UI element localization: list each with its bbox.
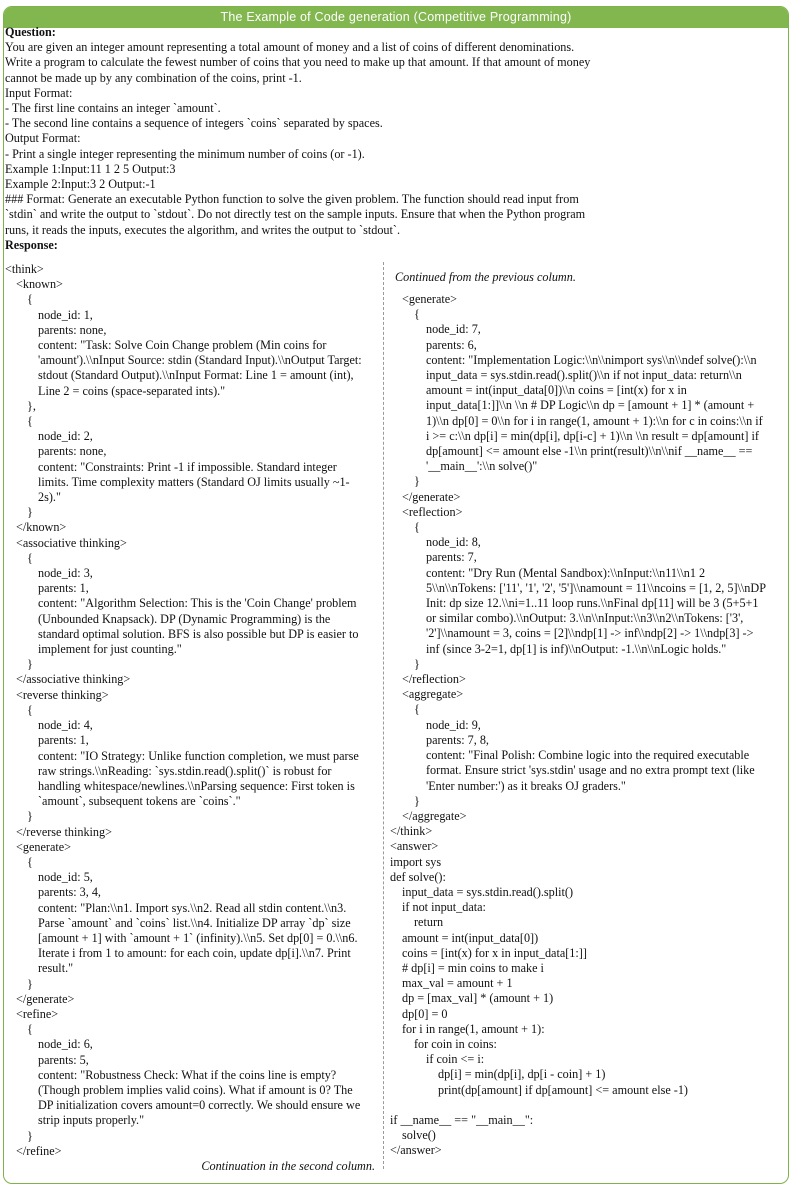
right-line: </reflection> bbox=[402, 672, 466, 687]
question-line: cannot be made up by any combination of the coins, print -1. bbox=[5, 70, 302, 85]
right-line: if coin <= i: bbox=[426, 1052, 485, 1067]
right-line: 5\\n\\nTokens: ['11', '1', '2', '5']\\namount = 11\\ncoins = [1, 2, 5]\\nDP bbox=[426, 580, 766, 595]
question-line: You are given an integer amount representing a total amount of money and a list of coins of different denominations. bbox=[5, 40, 575, 55]
left-line: { bbox=[27, 292, 33, 307]
right-line: node_id: 8, bbox=[426, 535, 481, 550]
left-line: } bbox=[27, 657, 33, 672]
left-line: } bbox=[27, 1128, 33, 1143]
right-line: </think> bbox=[390, 824, 433, 839]
left-line: node_id: 2, bbox=[38, 429, 93, 444]
question-line: Example 2:Input:3 2 Output:-1 bbox=[5, 177, 156, 192]
right-line: content: "Final Polish: Combine logic into the required executable bbox=[426, 748, 750, 763]
right-line: } bbox=[414, 474, 420, 489]
right-line: amount = int(input_data[0])\\n coins = [int(x) for x in bbox=[426, 383, 687, 398]
left-line: implement for just counting." bbox=[38, 642, 182, 657]
right-line: i >= c:\\n dp[i] = min(dp[i], dp[i-c] + 1)\\n \\n result = dp[amount] if bbox=[426, 428, 759, 443]
right-line: parents: 7, 8, bbox=[426, 732, 489, 747]
response-label: Response: bbox=[5, 237, 58, 252]
right-line: dp[0] = 0 bbox=[402, 1006, 448, 1021]
left-line: node_id: 1, bbox=[38, 307, 93, 322]
right-line: if not input_data: bbox=[402, 900, 486, 915]
right-line: inf (since 3-2=1, dp[1] is inf)\\nOutput: -1.\\n\\nLogic holds." bbox=[426, 641, 727, 656]
left-line: <think> bbox=[5, 262, 44, 276]
right-line: </generate> bbox=[402, 489, 461, 504]
left-line: </generate> bbox=[16, 991, 75, 1006]
left-line: content: "Plan:\\n1. Import sys.\\n2. Read all stdin content.\\n3. bbox=[38, 900, 347, 915]
left-line: { bbox=[27, 702, 33, 717]
left-line: content: "Robustness Check: What if the coins line is empty? bbox=[38, 1067, 337, 1082]
left-line: node_id: 5, bbox=[38, 870, 93, 885]
question-label: Question: bbox=[5, 25, 56, 39]
left-line: parents: 5, bbox=[38, 1052, 89, 1067]
right-line: amount = int(input_data[0]) bbox=[402, 930, 539, 945]
right-line: max_val = amount + 1 bbox=[402, 976, 513, 991]
left-line: (Though problem implies valid coins). What if amount is 0? The bbox=[38, 1082, 353, 1097]
right-line: { bbox=[414, 520, 420, 535]
right-line: return bbox=[414, 915, 444, 930]
left-line: `amount`, subsequent tokens are `coins`." bbox=[38, 794, 241, 809]
right-line: parents: 7, bbox=[426, 550, 477, 565]
right-line: '2']\\namount = 3, coins = [2]\\ndp[1] -> inf\\ndp[2] -> 1\\ndp[3] -> bbox=[426, 626, 754, 641]
right-line: # dp[i] = min coins to make i bbox=[402, 960, 544, 975]
question-line: Output Format: bbox=[5, 131, 81, 146]
response-column-right bbox=[390, 262, 782, 1159]
question-section bbox=[5, 25, 645, 253]
question-line: `stdin` and write the output to `stdout`. Do not directly test on the sample inputs. Ensure that when the Python program bbox=[5, 207, 586, 222]
right-line: coins = [int(x) for x in input_data[1:]] bbox=[402, 945, 587, 960]
left-line: handling whitespace/newlines.\\nParsing sequence: First token is bbox=[38, 778, 355, 793]
question-line: Example 1:Input:11 1 2 5 Output:3 bbox=[5, 161, 176, 176]
left-line: Parse `amount` and `coins` list.\\n4. Initialize DP array `dp` size bbox=[38, 915, 351, 930]
left-line: <known> bbox=[16, 277, 63, 292]
question-line: - Print a single integer representing the minimum number of coins (or -1). bbox=[5, 146, 365, 161]
continuation-note: Continuation in the second column. bbox=[201, 1159, 375, 1173]
left-line: result." bbox=[38, 961, 74, 976]
right-line: '__main__':\\n solve()" bbox=[426, 459, 538, 474]
left-line: 2s)." bbox=[38, 490, 61, 505]
right-line: input_data[1:]]\\n \\n # DP Logic\\n dp = [amount + 1] * (amount + bbox=[426, 398, 755, 413]
right-line: <answer> bbox=[390, 839, 439, 854]
left-line: content: "Algorithm Selection: This is the 'Coin Change' problem bbox=[38, 596, 357, 611]
left-line: [amount + 1] with `amount + 1` (infinity).\\n5. Set dp[0] = 0.\\n6. bbox=[38, 930, 358, 945]
left-line: parents: 3, 4, bbox=[38, 885, 101, 900]
left-line: <associative thinking> bbox=[16, 535, 127, 550]
left-line: { bbox=[27, 1022, 33, 1037]
column-divider bbox=[383, 262, 384, 1169]
right-line bbox=[390, 1098, 782, 1113]
card-title: The Example of Code generation (Competitive Programming) bbox=[4, 7, 788, 28]
left-line: Line 2 = coins (space-separated ints)." bbox=[38, 383, 226, 398]
right-line: 1)\\n dp[0] = 0\\n for i in range(1, amount + 1):\\n for c in coins:\\n if bbox=[426, 413, 763, 428]
right-line: solve() bbox=[402, 1128, 436, 1143]
left-line: { bbox=[27, 414, 33, 429]
left-line: node_id: 4, bbox=[38, 718, 93, 733]
left-line: content: "IO Strategy: Unlike function completion, we must parse bbox=[38, 748, 359, 763]
right-line: node_id: 7, bbox=[426, 322, 481, 337]
right-line: } bbox=[414, 793, 420, 808]
left-line: Iterate i from 1 to amount: for each coin, update dp[i].\\n7. Print bbox=[38, 946, 351, 961]
left-line: strip inputs properly." bbox=[38, 1113, 145, 1128]
left-line: }, bbox=[27, 398, 36, 413]
right-line: print(dp[amount] if dp[amount] <= amount else -1) bbox=[438, 1082, 688, 1097]
continued-note: Continued from the previous column. bbox=[395, 270, 576, 284]
right-line: format. Ensure strict 'sys.stdin' usage and no extra prompt text (like bbox=[426, 763, 755, 778]
left-line: parents: 1, bbox=[38, 733, 89, 748]
right-line: <reflection> bbox=[402, 504, 463, 519]
right-line: 'Enter number:') as it breaks OJ graders." bbox=[426, 778, 626, 793]
left-line: standard optimal solution. BFS is also possible but DP is easier to bbox=[38, 626, 359, 641]
question-line: Write a program to calculate the fewest number of coins that you need to make up that amount. If that amount of money bbox=[5, 55, 591, 70]
right-line: dp = [max_val] * (amount + 1) bbox=[402, 991, 554, 1006]
left-line: node_id: 6, bbox=[38, 1037, 93, 1052]
left-line: parents: 1, bbox=[38, 581, 89, 596]
right-line: </aggregate> bbox=[402, 808, 467, 823]
question-line: runs, it reads the inputs, executes the algorithm, and writes the output to `stdout`. bbox=[5, 222, 400, 237]
question-line: ### Format: Generate an executable Python function to solve the given problem. The function should read input from bbox=[5, 192, 579, 207]
right-line: import sys bbox=[390, 854, 442, 869]
left-line: } bbox=[27, 505, 33, 520]
left-line: content: "Constraints: Print -1 if impossible. Standard integer bbox=[38, 459, 337, 474]
right-line: for coin in coins: bbox=[414, 1036, 497, 1051]
right-line: dp[amount] <= amount else -1\\n print(result)\\n\\nif __name__ == bbox=[426, 444, 753, 459]
left-line: 'amount').\\nInput Source: stdin (Standard Input).\\nOutput Target: bbox=[38, 353, 362, 368]
left-line: DP initialization covers amount=0 correctly. We should ensure we bbox=[38, 1098, 361, 1113]
right-line: { bbox=[414, 307, 420, 322]
right-line: for i in range(1, amount + 1): bbox=[402, 1021, 545, 1036]
left-line: </reverse thinking> bbox=[16, 824, 112, 839]
right-line: or similar combo).\\nOutput: 3.\\n\\nInput:\\n3\\n2\\nTokens: ['3', bbox=[426, 611, 744, 626]
right-line: if __name__ == "__main__": bbox=[390, 1112, 534, 1127]
right-line: Init: dp size 12.\\ni=1..11 loop runs.\\nFinal dp[11] will be 3 (5+5+1 bbox=[426, 596, 759, 611]
question-line: - The second line contains a sequence of integers `coins` separated by spaces. bbox=[5, 116, 383, 131]
right-line: { bbox=[414, 702, 420, 717]
left-line: </refine> bbox=[16, 1143, 62, 1158]
right-line: parents: 6, bbox=[426, 337, 477, 352]
right-line: content: "Dry Run (Mental Sandbox):\\nInput:\\n11\\n1 2 bbox=[426, 565, 706, 580]
right-line: </answer> bbox=[390, 1143, 442, 1158]
left-line: <refine> bbox=[16, 1006, 59, 1021]
right-line: } bbox=[414, 656, 420, 671]
question-text bbox=[5, 40, 645, 238]
right-line: input_data = sys.stdin.read().split()\\n if not input_data: return\\n bbox=[426, 368, 742, 383]
left-line: <reverse thinking> bbox=[16, 687, 109, 702]
left-line: content: "Task: Solve Coin Change problem (Min coins for bbox=[38, 338, 327, 353]
left-line: parents: none, bbox=[38, 444, 107, 459]
right-line: node_id: 9, bbox=[426, 717, 481, 732]
left-line: node_id: 3, bbox=[38, 566, 93, 581]
left-line: (Unbounded Knapsack). DP (Dynamic Programming) is the bbox=[38, 611, 331, 626]
left-line: { bbox=[27, 854, 33, 869]
left-line: </associative thinking> bbox=[16, 672, 131, 687]
right-line: def solve(): bbox=[390, 869, 446, 884]
question-line: - The first line contains an integer `amount`. bbox=[5, 101, 221, 116]
right-line: input_data = sys.stdin.read().split() bbox=[402, 884, 574, 899]
right-line: dp[i] = min(dp[i], dp[i - coin] + 1) bbox=[438, 1067, 606, 1082]
response-column-left bbox=[5, 262, 377, 1167]
right-line: content: "Implementation Logic:\\n\\nimport sys\\n\\ndef solve():\\n bbox=[426, 352, 757, 367]
left-line: parents: none, bbox=[38, 322, 107, 337]
question-line: Input Format: bbox=[5, 85, 73, 100]
left-line: <generate> bbox=[16, 839, 72, 854]
left-line: </known> bbox=[16, 520, 67, 535]
left-line: { bbox=[27, 550, 33, 565]
left-line: stdout (Standard Output).\\nInput Format: Line 1 = amount (int), bbox=[38, 368, 354, 383]
left-line: } bbox=[27, 976, 33, 991]
left-line: limits. Time complexity matters (Standard OJ limits usually ~1- bbox=[38, 474, 350, 489]
left-line: } bbox=[27, 809, 33, 824]
left-line: raw strings.\\nReading: `sys.stdin.read().split()` is robust for bbox=[38, 763, 332, 778]
right-line: <generate> bbox=[402, 292, 458, 306]
right-line: <aggregate> bbox=[402, 687, 464, 702]
